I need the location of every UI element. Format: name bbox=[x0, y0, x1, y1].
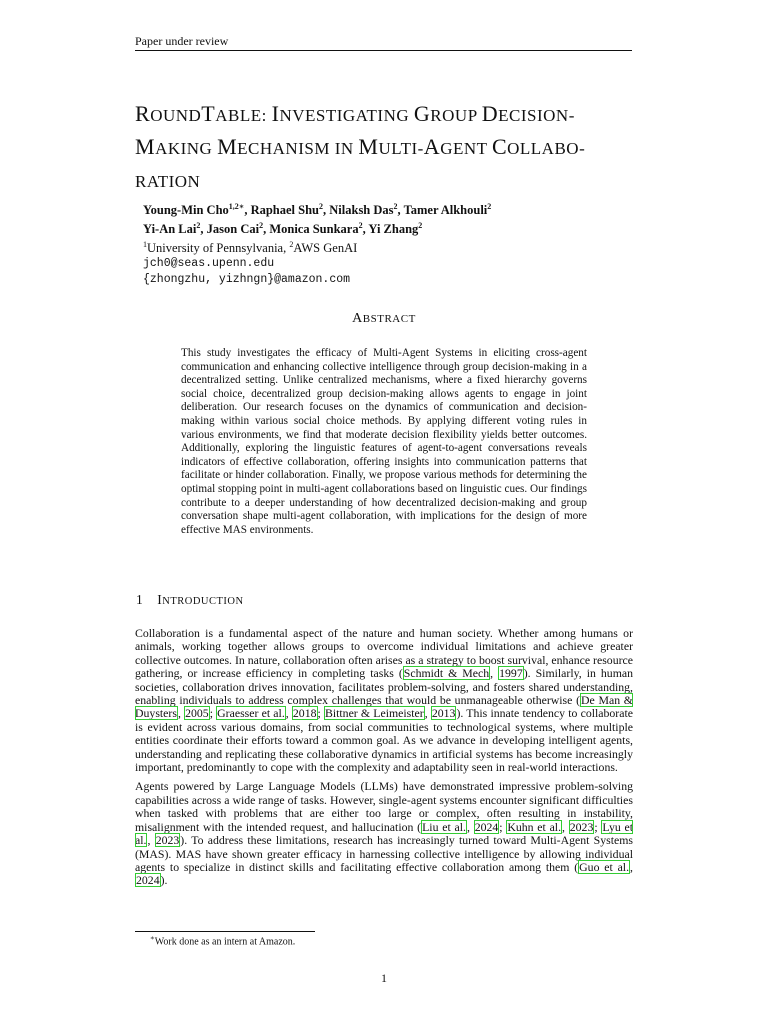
running-header: Paper under review bbox=[135, 34, 229, 48]
citation-link[interactable]: Liu et al. bbox=[422, 819, 466, 834]
author-affil-sup: 2 bbox=[358, 221, 363, 231]
text-run: ). To address these limitations, research has increasingly turned toward Multi-Agent Systems (MAS). MAS have shown greater efficacy in harnessing collective intelligence by allowing individual agents to specialize in distinct skills and facilitating effective collaboration among them ( bbox=[135, 833, 633, 874]
paragraph: Collaboration is a fundamental aspect of the nature and human society. Whether among humans or animals, working together allows groups to overcome individual limitations and achieve greater collective outcomes. In nature, collaboration often arises as a strategy to boost survival, enhance resource gathering, or increase efficiency in completing tasks (Schmidt & Mech, 1997). Similarly, in human societies, collaboration drives innovation, facilitates problem-solving, and fosters shared understanding, enabling individuals to address complex challenges that would be unmanageable otherwise (De Man & Duysters, 2005; Graesser et al., 2018; Bittner & Leimeister, 2013). This innate tendency to collaborate is evident across various domains, from social communities to technological systems, where multiple entities coordinate their efforts toward a common goal. As we advance in developing intelligent agents, understanding and replicating these collaborative dynamics in artificial systems has become increasingly important, predominantly to cope with the complexity and adaptability seen in real-world interactions. bbox=[135, 626, 634, 775]
author-footnote-mark: ∗ bbox=[238, 202, 245, 211]
author-affil-sup: 1,2 bbox=[228, 202, 239, 211]
section-number: 1 bbox=[136, 592, 144, 607]
author-affil-sup: 2 bbox=[319, 202, 324, 211]
citation-link[interactable]: Schmidt & Mech bbox=[403, 666, 490, 681]
citation-link[interactable]: Bittner & Leimeister bbox=[324, 706, 424, 721]
title-initial-i: I bbox=[271, 101, 280, 126]
author-affil-sup: 2 bbox=[196, 221, 201, 231]
citation-link[interactable]: 1997 bbox=[499, 666, 523, 681]
affiliation: AWS GenAI bbox=[293, 241, 358, 256]
text-run: Collaboration is a fundamental aspect of the nature and human society. Whether among humans or animals, working together allows groups to overcome individual limitations and achieve greater collective outcomes. In nature, collaboration often arises as a strategy to boost survival, enhance resource gathering, or increase efficiency in completing tasks ( bbox=[135, 626, 633, 681]
author-name: Yi Zhang bbox=[368, 222, 419, 237]
title-word-able: ABLE: bbox=[215, 106, 272, 125]
text-run: ). bbox=[160, 873, 168, 888]
author-affil-sup: 2 bbox=[259, 221, 264, 231]
citation-link[interactable]: Graesser et al. bbox=[217, 706, 285, 721]
abstract-heading-rest: BSTRACT bbox=[362, 313, 416, 325]
citation-link[interactable]: Lyu et al. bbox=[135, 819, 634, 848]
title-word-nvestigating: NVESTIGATING bbox=[279, 106, 414, 125]
text-run: ). This innate tendency to collaborate is evident across various domains, from social communities to technological systems, where multiple entities coordinate their efforts toward a common goal. As we advance in developing intelligent agents, understanding and replicating these collaborative dynamics in artificial systems has become increasingly important, predominantly to cope with the complexity and adaptability seen in real-world interactions. bbox=[135, 706, 633, 775]
footnote-rule bbox=[135, 931, 315, 932]
citation-link[interactable]: 2023 bbox=[155, 833, 180, 848]
title-line-3: RATION bbox=[135, 172, 201, 191]
section-heading-initial: I bbox=[157, 592, 163, 607]
abstract-heading-initial: A bbox=[352, 311, 363, 326]
title-line-2: MAKING MECHANISM IN MULTI-AGENT COLLABO- bbox=[135, 134, 586, 159]
abstract-heading bbox=[0, 311, 768, 327]
affil-sup: 1 bbox=[143, 240, 147, 250]
page-number: 1 bbox=[381, 971, 387, 985]
author-name: Raphael Shu bbox=[250, 203, 320, 218]
title-word-ound: OUND bbox=[150, 106, 202, 125]
introduction-body bbox=[135, 627, 633, 894]
author-name: Monica Sunkara bbox=[269, 222, 359, 237]
title-initial-r: R bbox=[135, 101, 151, 126]
title-word-roup: ROUP bbox=[430, 106, 482, 125]
citation-link[interactable]: 2013 bbox=[431, 706, 456, 721]
footnote-text: Work done as an intern at Amazon. bbox=[154, 936, 296, 948]
citation-link[interactable]: 2005 bbox=[185, 706, 209, 721]
author-line-1: Young-Min Cho$^{1,2∗}$, Raphael Shu$^2$, Nilaksh Das$^2$, Tamer Alkhouli$^2$ bbox=[143, 202, 492, 218]
author-name: Tamer Alkhouli bbox=[403, 203, 488, 218]
text-run: Agents powered by Large Language Models (LLMs) have demonstrated impressive problem-solving capabilities across a wide range of tasks. However, single-agent systems encounter significant difficulties when tasked with problems that are either too large or complex, often resulting in instability, misalignment with the intended request, and hallucination ( bbox=[135, 779, 633, 834]
affiliation: University of Pennsylvania, bbox=[147, 241, 290, 256]
paragraph: Agents powered by Large Language Models (LLMs) have demonstrated impressive problem-solving capabilities across a wide range of tasks. However, single-agent systems encounter significant difficulties when tasked with problems that are either too large or complex, often resulting in instability, misalignment with the intended request, and hallucination (Liu et al., 2024; Kuhn et al., 2023; Lyu et al., 2023). To address these limitations, research has increasingly turned toward Multi-Agent Systems (MAS). MAS have shown greater efficacy in harnessing collective intelligence by allowing individual agents to specialize in distinct skills and facilitating effective collaboration among them (Guo et al., 2024). bbox=[135, 779, 634, 888]
paper-title bbox=[135, 98, 635, 197]
title-initial-d: D bbox=[481, 101, 499, 126]
citation-link[interactable]: De Man & Duysters bbox=[135, 693, 633, 721]
text-run: ). Similarly, in human societies, collaboration drives innovation, facilitates problem-solving, and fosters shared understanding, enabling individuals to address complex challenges that would be unmanageable otherwise ( bbox=[135, 666, 634, 708]
abstract-text: This study investigates the efficacy of Multi-Agent Systems in eliciting cross-agent communication and enhancing collective intelligence through group decision-making in a decentralized setting. Unlike centralized mechanisms, where a fixed hierarchy governs social choice, decentralized group decision-making allows agents to engage in joint deliberation. Our research focuses on the dynamics of communication and decision-making within various social choice methods. By applying different voting rules in various environments, we find that moderate decision flexibility yields better outcomes. Additionally, exploring the linguistic features of agent-to-agent conversations reveals indicators of effective collaboration, offering insights into communication patterns that facilitate or hinder collaboration. Finally, we propose various methods for determining the optimal stopping point in multi-agent collaborations based on linguistic cues. Our findings contribute to a deeper understanding of how decentralized decision-making and group conversation shape multi-agent collaboration, with implications for the design of more effective MAS environments. bbox=[181, 347, 587, 536]
citation-link[interactable]: 2023 bbox=[569, 819, 594, 834]
author-name: Young-Min Cho bbox=[143, 203, 229, 218]
citation-link[interactable]: 2024 bbox=[136, 873, 160, 888]
author-block bbox=[143, 199, 491, 288]
header-rule bbox=[135, 50, 632, 51]
title-word-ecision: ECISION- bbox=[498, 106, 575, 125]
affil-sup: 2 bbox=[289, 240, 294, 250]
section-heading-rest: NTRODUCTION bbox=[162, 596, 244, 607]
email-1[interactable]: jch0@seas.upenn.edu bbox=[143, 257, 275, 271]
author-name: Nilaksh Das bbox=[329, 203, 394, 218]
author-line-2: Yi-An Lai$^2$, Jason Cai$^2$, Monica Sunkara$^2$, Yi Zhang$^2$ bbox=[143, 221, 423, 237]
email-2[interactable]: {zhongzhu, yizhngn}@amazon.com bbox=[143, 273, 351, 287]
footnote-mark: ∗ bbox=[150, 934, 155, 942]
section-heading-introduction bbox=[136, 592, 244, 608]
title-initial-g: G bbox=[413, 101, 431, 126]
author-affil-sup: 2 bbox=[418, 221, 423, 231]
citation-link[interactable]: Kuhn et al. bbox=[507, 819, 562, 834]
citation-link[interactable]: 2024 bbox=[474, 819, 499, 834]
title-initial-t: T bbox=[201, 101, 216, 126]
author-affil-sup: 2 bbox=[393, 202, 398, 211]
footnote bbox=[150, 934, 295, 947]
citation-link[interactable]: Guo et al. bbox=[579, 859, 630, 874]
affiliations bbox=[143, 237, 491, 256]
author-name: Jason Cai bbox=[206, 222, 260, 237]
author-affil-sup: 2 bbox=[487, 202, 492, 211]
citation-link[interactable]: 2018 bbox=[292, 706, 317, 721]
author-name: Yi-An Lai bbox=[143, 222, 197, 237]
